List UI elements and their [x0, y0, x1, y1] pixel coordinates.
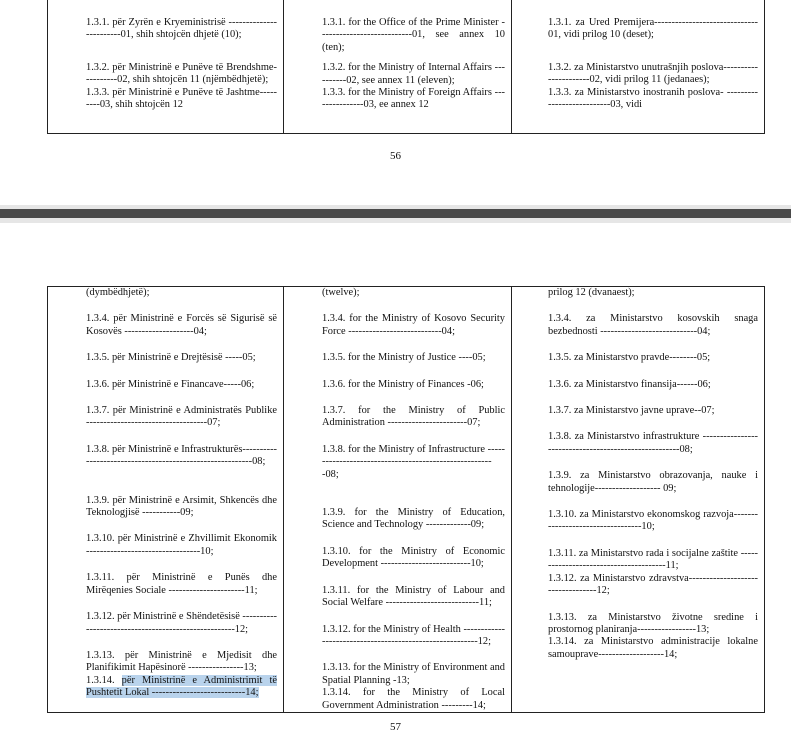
entry-1-3-13-en[interactable]: 1.3.13. for the Ministry of Environment and Spatial Planning -13;: [322, 662, 505, 686]
entry-continuation-sq[interactable]: (dymbëdhjetë);: [86, 287, 150, 298]
entry-1-3-4-sr[interactable]: 1.3.4. za Ministarstvo kosovskih snaga bezbednosti ----------------------------04;: [548, 313, 758, 337]
translation-table-bottom: [47, 286, 765, 713]
entry-1-3-14-sq[interactable]: [48, 675, 283, 700]
entry-1-3-8-en[interactable]: 1.3.8. for the Ministry of Infrastructure -------------------------------------------------------08;: [322, 443, 505, 480]
entry-1-3-5-sr[interactable]: 1.3.5. za Ministarstvo pravde--------05;: [548, 352, 711, 364]
entry-1-3-11-en[interactable]: 1.3.11. for the Ministry of Labour and Social Welfare ---------------------------11;: [322, 584, 505, 609]
entry-1-3-12-en[interactable]: 1.3.12. for the Ministry of Health ---------------------------------------------------------12;: [322, 623, 505, 647]
entry-1-3-4-sq[interactable]: 1.3.4. për Ministrinë e Forcës së Sigurisë së Kosovës --------------------04;: [86, 313, 277, 337]
column-albanian: [48, 0, 284, 134]
entry-1-3-8-sr[interactable]: 1.3.8. za Ministarstvo infrastrukture ------------------------------------------------------08;: [548, 431, 758, 455]
entry-1-3-10-sr[interactable]: 1.3.10. za Ministarstvo ekonomskog razvoja----------------------------------10;: [548, 509, 758, 533]
entry-1-3-12-sr[interactable]: 1.3.12. za Ministarstvo zdravstva----------------------------------12;: [548, 572, 758, 597]
entry-1-3-6-en[interactable]: 1.3.6. for the Ministry of Finances -06;: [322, 378, 484, 390]
entry-1-3-2-en[interactable]: 1.3.2. for the Ministry of Internal Affairs ----------02, see annex 11 (eleven);: [322, 62, 505, 86]
entry-1-3-11-sq[interactable]: 1.3.11. për Ministrinë e Punës dhe Mirëqenies Sociale ----------------------11;: [86, 572, 277, 596]
entry-1-3-6-sr[interactable]: 1.3.6. za Ministarstvo finansija------06;: [548, 378, 711, 390]
entry-1-3-2-sq[interactable]: 1.3.2. për Ministrinë e Punëve të Brendshme----------02, shih shtojcën 11 (njëmbëdhjetë);: [86, 61, 277, 86]
entry-1-3-9-sr[interactable]: 1.3.9. za Ministarstvo obrazovanja, nauke i tehnologije------------------- 09;: [548, 470, 758, 494]
entry-1-3-1-sr[interactable]: 1.3.1. za Ured Premijera------------------------------ 01, vidi prilog 10 (deset);: [548, 17, 758, 41]
entry-1-3-12-sq[interactable]: 1.3.12. për Ministrinë e Shëndetësisë -----------------------------------------------------12;: [86, 611, 278, 635]
entry-1-3-3-sq[interactable]: 1.3.3. për Ministrinë e Punëve të Jashtme---------03, shih shtojcën 12: [86, 86, 277, 111]
translation-table-top: [47, 0, 765, 134]
entry-1-3-6-sq[interactable]: 1.3.6. për Ministrinë e Financave-----06;: [86, 378, 255, 390]
document-page-56: [0, 0, 791, 205]
entry-continuation-en[interactable]: (twelve);: [322, 287, 360, 298]
entry-1-3-10-sq[interactable]: 1.3.10. për Ministrinë e Zhvillimit Ekonomik ---------------------------------10;: [86, 533, 277, 557]
entry-1-3-7-sq[interactable]: 1.3.7. për Ministrinë e Administratës Publike -----------------------------------07;: [86, 405, 277, 429]
entry-1-3-14-en[interactable]: 1.3.14. for the Ministry of Local Government Administration ---------14;: [322, 687, 505, 711]
entry-1-3-13-sq[interactable]: 1.3.13. për Ministrinë e Mjedisit dhe Planifikimit Hapësinorë ----------------13;: [86, 649, 277, 674]
entry-1-3-14-prefix: 1.3.14.: [86, 674, 122, 686]
entry-1-3-11-sr[interactable]: 1.3.11. za Ministarstvo rada i socijalne zaštite ---------------------------------------11;: [548, 547, 758, 572]
entry-1-3-13-sr[interactable]: 1.3.13. za Ministarstvo životne sredine i prostornog planiranja-----------------13;: [548, 611, 758, 635]
column-serbian: [512, 0, 765, 134]
entry-1-3-7-sr[interactable]: 1.3.7. za Ministarstvo javne uprave--07;: [548, 405, 715, 417]
column-albanian: [48, 287, 284, 713]
entry-1-3-14-sr[interactable]: 1.3.14. za Ministarstvo administracije lokalne samouprave-------------------14;: [548, 636, 758, 660]
page-number: 57: [390, 721, 401, 733]
column-english: [284, 287, 512, 713]
entry-1-3-1-en[interactable]: 1.3.1. for the Office of the Prime Minister ---------------------------01, see annex 10 (ten);: [322, 17, 505, 53]
entry-1-3-2-sr[interactable]: 1.3.2. za Ministarstvo unutrašnjih poslova----------------------02, vidi prilog 11 (jedanaes);: [548, 61, 758, 86]
entry-1-3-5-sq[interactable]: 1.3.5. për Ministrinë e Drejtësisë -----05;: [86, 352, 256, 364]
text-selection-highlight[interactable]: për Ministrinë e Administrimit të Pushtetit Lokal ---------------------------14;: [86, 674, 278, 699]
entry-1-3-8-sq[interactable]: 1.3.8. për Ministrinë e Infrastrukturës----------------------------------------------------------08;: [86, 443, 277, 468]
page-number: 56: [390, 150, 401, 162]
entry-1-3-1-sq[interactable]: 1.3.1. për Zyrën e Kryeministrisë ------------------------01, shih shtojcën dhjetë (10);: [86, 17, 277, 41]
document-page-57: [0, 223, 791, 739]
entry-1-3-9-en[interactable]: 1.3.9. for the Ministry of Education, Science and Technology -------------09;: [322, 507, 505, 531]
column-serbian: [512, 287, 765, 713]
entry-1-3-7-en[interactable]: 1.3.7. for the Ministry of Public Administration -----------------------07;: [322, 405, 505, 429]
column-english: [284, 0, 512, 134]
entry-1-3-3-en[interactable]: 1.3.3. for the Ministry of Foreign Affairs ---------------03, ee annex 12: [322, 87, 505, 111]
entry-continuation-sr[interactable]: prilog 12 (dvanaest);: [548, 287, 635, 298]
entry-1-3-3-sr[interactable]: 1.3.3. za Ministarstvo inostranih poslova- ---------------------------03, vidi: [548, 86, 758, 111]
page-separator: [0, 205, 791, 223]
entry-1-3-5-en[interactable]: 1.3.5. for the Ministry of Justice ----05;: [322, 352, 486, 364]
entry-1-3-9-sq[interactable]: 1.3.9. për Ministrinë e Arsimit, Shkencës dhe Teknologjisë -----------09;: [86, 494, 277, 519]
entry-1-3-4-en[interactable]: 1.3.4. for the Ministry of Kosovo Security Force ---------------------------04;: [322, 313, 505, 337]
entry-1-3-10-en[interactable]: 1.3.10. for the Ministry of Economic Development --------------------------10;: [322, 545, 505, 570]
